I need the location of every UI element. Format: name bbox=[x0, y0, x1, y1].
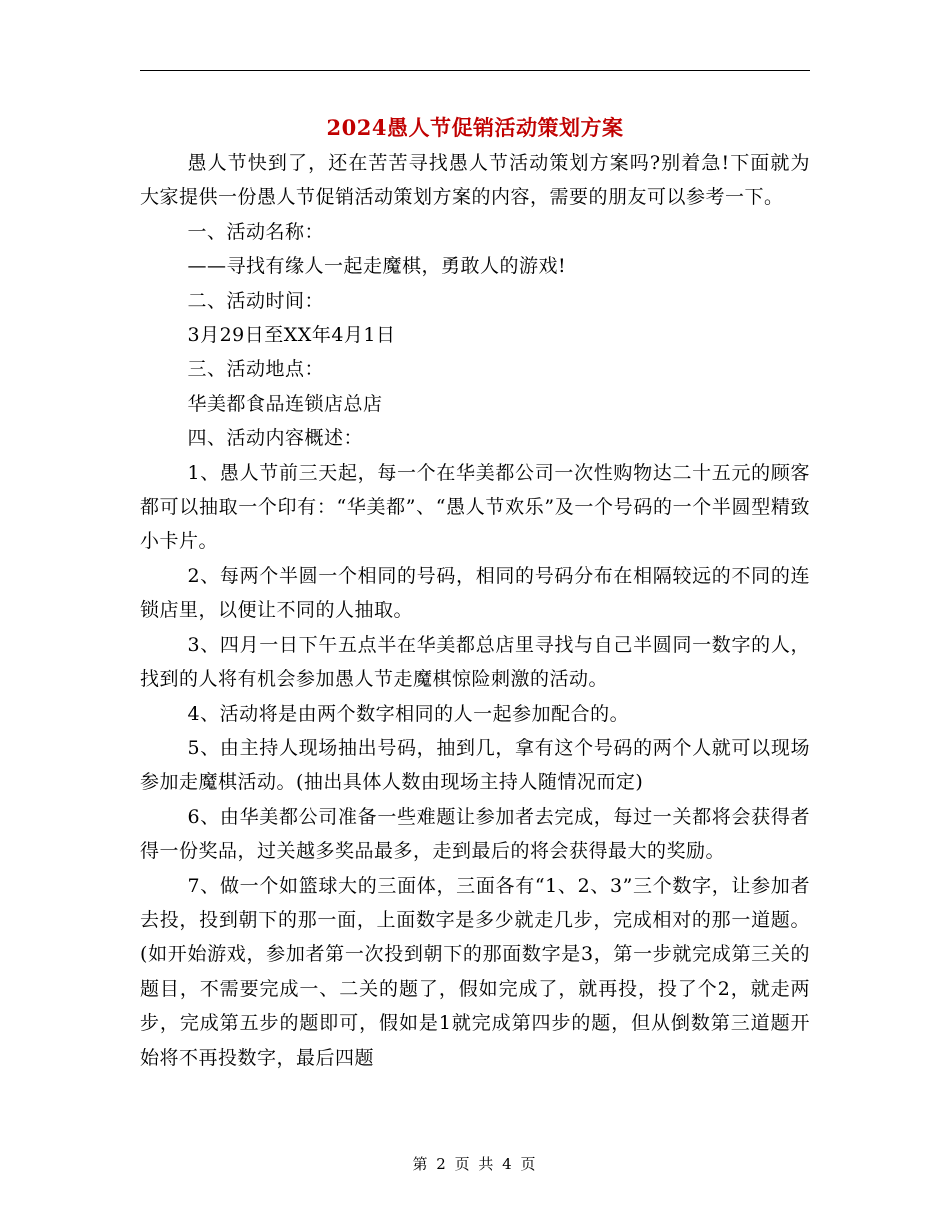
paragraph-item-4: 4、活动将是由两个数字相同的人一起参加配合的。 bbox=[187, 702, 630, 725]
paragraph-activity-name: ——寻找有缘人一起走魔棋，勇敢人的游戏! bbox=[187, 255, 567, 278]
document-title: 2024愚人节促销活动策划方案 bbox=[326, 115, 624, 140]
paragraph-item-1: 1、愚人节前三天起，每一个在华美都公司一次性购物达二十五元的顾客都可以抽取一个印有：“华美都”、“愚人节欢乐”及一个号码的一个半圆型精致小卡片。 bbox=[140, 461, 810, 553]
heading-activity-name: 一、活动名称： bbox=[187, 220, 325, 243]
paragraph-activity-location: 华美都食品连锁店总店 bbox=[187, 392, 383, 415]
paragraph-item-2: 2、每两个半圆一个相同的号码，相同的号码分布在相隔较远的不同的连锁店里，以便让不同的人抽取。 bbox=[140, 564, 810, 622]
paragraph-activity-time: 3月29日至XX年4月1日 bbox=[187, 324, 396, 347]
paragraph-item-3: 3、四月一日下午五点半在华美都总店里寻找与自己半圆同一数字的人，找到的人将有机会参加愚人节走魔棋惊险刺激的活动。 bbox=[140, 633, 810, 691]
document-body bbox=[140, 146, 810, 1075]
heading-activity-time: 二、活动时间： bbox=[187, 289, 325, 312]
paragraph-item-6: 6、由华美都公司准备一些难题让参加者去完成，每过一关都将会获得者得一份奖品，过关越多奖品最多，走到最后的将会获得最大的奖励。 bbox=[140, 805, 810, 863]
paragraph-item-7: 7、做一个如篮球大的三面体，三面各有“1、2、3”三个数字，让参加者去投，投到朝下的那一面，上面数字是多少就走几步，完成相对的那一道题。(如开始游戏，参加者第一次投到朝下的那面数字是3，第一步就完成第三关的题目，不需要完成一、二关的题了，假如完成了，就再投，投了个2，就走两步，完成第五步的题即可，假如是1就完成第四步的题，但从倒数第三道题开始将不再投数字，最后四题 bbox=[140, 874, 810, 1069]
heading-activity-overview: 四、活动内容概述： bbox=[187, 427, 364, 450]
header-rule bbox=[140, 70, 810, 71]
heading-activity-location: 三、活动地点： bbox=[187, 358, 325, 381]
page-footer: 第 2 页 共 4 页 bbox=[412, 1155, 538, 1173]
paragraph-intro: 愚人节快到了，还在苦苦寻找愚人节活动策划方案吗?别着急!下面就为大家提供一份愚人节促销活动策划方案的内容，需要的朋友可以参考一下。 bbox=[140, 152, 810, 209]
paragraph-item-5: 5、由主持人现场抽出号码，抽到几，拿有这个号码的两个人就可以现场参加走魔棋活动。(抽出具体人数由现场主持人随情况而定) bbox=[140, 736, 810, 794]
